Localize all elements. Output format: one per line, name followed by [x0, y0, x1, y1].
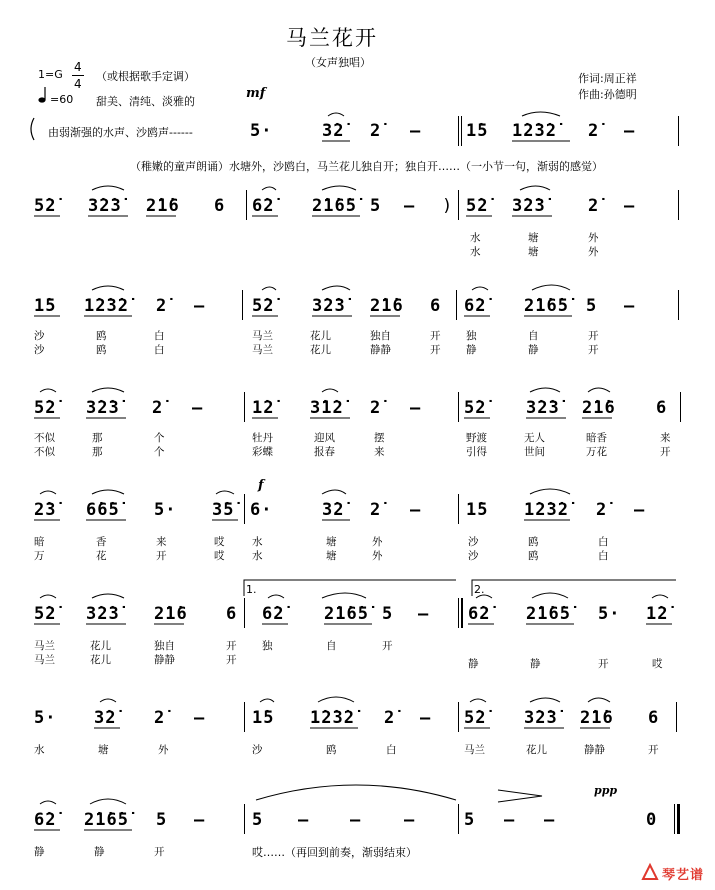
- lyric: 花儿: [310, 330, 331, 342]
- note: 3̇2̇3̇: [312, 296, 346, 316]
- lyric: 花儿: [310, 344, 331, 356]
- note: 5: [370, 196, 382, 216]
- note: 2̇1̇6: [580, 708, 614, 728]
- lyric: 来: [156, 536, 167, 548]
- slur: [92, 112, 560, 190]
- note: 2̇1̇6̇5̇: [312, 196, 357, 216]
- note: 5̇2̇: [464, 708, 487, 728]
- lyric: 彩蝶: [252, 446, 273, 458]
- note: 6̇2̇: [252, 196, 275, 216]
- lyric: 那: [92, 432, 103, 444]
- lyric: 香: [96, 536, 107, 548]
- note: 5·: [598, 604, 621, 624]
- lyric: 来: [374, 446, 385, 458]
- lyric: 外: [588, 246, 599, 258]
- lyric: 塘: [326, 550, 337, 562]
- note: 1̇2̇: [252, 398, 275, 418]
- lyric: 外: [372, 550, 383, 562]
- lyric: 那: [92, 446, 103, 458]
- lyric: 鸥: [326, 744, 337, 756]
- time-signature-top: 4: [74, 60, 82, 74]
- dynamic-mf: mf: [246, 86, 266, 101]
- note: 2̇: [588, 121, 600, 141]
- lyric: 哎: [652, 658, 663, 670]
- lyric: 开: [430, 330, 441, 342]
- lyric: 个: [154, 446, 165, 458]
- lyric: 静: [94, 846, 105, 858]
- lyric: 万: [34, 550, 45, 562]
- subtitle: （女声独唱）: [305, 56, 371, 69]
- slur: [40, 593, 668, 598]
- mood: 甜美、清纯、淡雅的: [96, 95, 195, 108]
- note: 6: [648, 708, 660, 728]
- note: –: [410, 121, 422, 141]
- lyric: 静静: [154, 654, 175, 666]
- note: 2̇: [370, 500, 382, 520]
- note: –: [404, 810, 416, 830]
- note: –: [298, 810, 310, 830]
- lyric: 开: [660, 446, 671, 458]
- lyric: 独: [262, 640, 273, 652]
- note: 1̇2̇3̇2̇: [84, 296, 129, 316]
- note: 2̇1̇6: [154, 604, 188, 624]
- lyric: 独自: [154, 640, 175, 652]
- lyric: 塘: [528, 232, 539, 244]
- lyric: 开: [598, 658, 609, 670]
- lyric: 开: [588, 330, 599, 342]
- note: 5̇2̇: [34, 196, 57, 216]
- lyric: 引得: [466, 446, 487, 458]
- note: 5̇2̇: [34, 604, 57, 624]
- lyric: 鸥: [96, 330, 107, 342]
- lyric: 鸥: [528, 536, 539, 548]
- lyric: 白: [598, 536, 609, 548]
- lyric: 开: [154, 846, 165, 858]
- lyric: 静: [528, 344, 539, 356]
- lyric: 开: [226, 654, 237, 666]
- lyric: 塘: [528, 246, 539, 258]
- lyric: 白: [386, 744, 397, 756]
- lyric: 马兰: [464, 744, 485, 756]
- note: –: [194, 708, 206, 728]
- lyric: 迎风: [314, 432, 335, 444]
- note: 5̇2̇: [466, 196, 489, 216]
- note: 3̇2̇3̇: [524, 708, 558, 728]
- note: 6·: [250, 500, 273, 520]
- note: 5: [464, 810, 476, 830]
- lyric: 外: [372, 536, 383, 548]
- note: 5·: [250, 121, 273, 141]
- lyric: 独自: [370, 330, 391, 342]
- note: –: [404, 196, 416, 216]
- narration: （稚嫩的童声朗诵）水塘外，沙鸥白，马兰花儿独自开；独自开……（一小节一句，渐弱的感觉）: [130, 160, 603, 173]
- note: 6: [214, 196, 226, 216]
- note: 3̇2̇3̇: [526, 398, 560, 418]
- lyric: 沙: [468, 550, 479, 562]
- note: 0: [646, 810, 658, 830]
- lyric: 不似: [34, 446, 55, 458]
- lyric: 沙: [468, 536, 479, 548]
- note: 5·: [34, 708, 57, 728]
- note: 2̇1̇6̇5̇: [524, 296, 569, 316]
- lyric: 摆: [374, 432, 385, 444]
- lyric: 鸥: [96, 344, 107, 356]
- note: 2̇1̇6: [370, 296, 404, 316]
- lyric: 自: [326, 640, 337, 652]
- note: 5: [586, 296, 598, 316]
- note: 2̇1̇6̇5̇: [526, 604, 571, 624]
- slur: [100, 697, 610, 702]
- note: 5·: [154, 500, 177, 520]
- lyric: 静静: [370, 344, 391, 356]
- lyric: 静: [34, 846, 45, 858]
- note: 2̇: [370, 121, 382, 141]
- note: –: [194, 296, 206, 316]
- note: 2̇: [370, 398, 382, 418]
- note: 1̇5: [466, 121, 489, 141]
- note: 1̇5: [466, 500, 489, 520]
- note: 1̇5: [252, 708, 275, 728]
- lyric: 白: [154, 344, 165, 356]
- lyric: 花儿: [526, 744, 547, 756]
- slur: [92, 285, 570, 290]
- note: –: [504, 810, 516, 830]
- note: –: [410, 500, 422, 520]
- lyric: 水: [470, 246, 481, 258]
- logo-text: 琴艺谱: [662, 868, 705, 883]
- note: 1̇5: [34, 296, 57, 316]
- lyric: 水: [252, 550, 263, 562]
- lyric: 沙: [34, 344, 45, 356]
- dynamic-f: f: [258, 478, 264, 493]
- note: ): [442, 196, 454, 216]
- lyric: 万花: [586, 446, 607, 458]
- lyric: 沙: [34, 330, 45, 342]
- lyric: 暗香: [586, 432, 607, 444]
- lyric: 马兰: [252, 344, 273, 356]
- note: –: [350, 810, 362, 830]
- note: –: [634, 500, 646, 520]
- note: 6̇2̇: [468, 604, 491, 624]
- note: 1̇2̇3̇2̇: [512, 121, 557, 141]
- lyric: 独: [466, 330, 477, 342]
- note: 3̇5̇: [212, 500, 235, 520]
- lyric: 无人: [524, 432, 545, 444]
- note: –: [544, 810, 556, 830]
- note: 5: [156, 810, 168, 830]
- note: 3̇2̇3̇: [88, 196, 122, 216]
- note: 2̇: [156, 296, 168, 316]
- lyric: 外: [158, 744, 169, 756]
- lyric: 报春: [314, 446, 335, 458]
- lyric: 马兰: [34, 640, 55, 652]
- lyric: 花儿: [90, 654, 111, 666]
- lyric: 塘: [326, 536, 337, 548]
- note: 2̇1̇6: [146, 196, 180, 216]
- lyric: 野渡: [466, 432, 487, 444]
- lyric: 白: [598, 550, 609, 562]
- lyric: 花: [96, 550, 107, 562]
- lyric: 塘: [98, 744, 109, 756]
- lyric: 开: [648, 744, 659, 756]
- lyricist: 作词:周正祥: [578, 72, 637, 85]
- note: 3̇1̇2̇: [310, 398, 344, 418]
- note: 2̇: [152, 398, 164, 418]
- slur: [40, 489, 570, 494]
- note: 2̇: [154, 708, 166, 728]
- lyric: 世间: [524, 446, 545, 458]
- note: 2̇1̇6: [582, 398, 616, 418]
- note: 5̇2̇: [252, 296, 275, 316]
- volta-bracket: [472, 580, 676, 596]
- note: 6̇2̇: [464, 296, 487, 316]
- slur: [40, 785, 456, 804]
- note: 2̇3̇: [34, 500, 57, 520]
- lyric: 不似: [34, 432, 55, 444]
- volta-1-label: 1.: [246, 583, 257, 596]
- lyric: 水: [470, 232, 481, 244]
- time-signature-bottom: 4: [74, 77, 82, 91]
- note: 6: [226, 604, 238, 624]
- note: 6: [656, 398, 668, 418]
- note: 3̇2̇3̇: [86, 604, 120, 624]
- lyric: 来: [660, 432, 671, 444]
- beam: [34, 141, 570, 216]
- note: 2̇1̇6̇5̇: [324, 604, 369, 624]
- note: –: [192, 398, 204, 418]
- key-note: （或根据歌手定调）: [96, 70, 195, 83]
- note: 3̇2̇3̇: [86, 398, 120, 418]
- note: 6̇2̇: [34, 810, 57, 830]
- lyric: 开: [156, 550, 167, 562]
- note: 6̇6̇5̇: [86, 500, 120, 520]
- note: –: [624, 196, 636, 216]
- volta-2-label: 2.: [474, 583, 485, 596]
- lyric: 哎: [214, 536, 225, 548]
- lyric: 个: [154, 432, 165, 444]
- lyric: 牡丹: [252, 432, 273, 444]
- lyric: 白: [154, 330, 165, 342]
- note: 3̇2̇: [322, 121, 345, 141]
- note: 1̇2̇3̇2̇: [310, 708, 355, 728]
- lyric: 开: [430, 344, 441, 356]
- lyric: 马兰: [252, 330, 273, 342]
- note: 3̇2̇3̇: [512, 196, 546, 216]
- lyric: 开: [588, 344, 599, 356]
- intro-text: 由弱渐强的水声、沙鸥声------: [48, 126, 193, 139]
- note: 6̇2̇: [262, 604, 285, 624]
- note: 5̇2̇: [464, 398, 487, 418]
- lyric: 水: [34, 744, 45, 756]
- lyric: 静: [468, 658, 479, 670]
- note: –: [624, 121, 636, 141]
- note: –: [194, 810, 206, 830]
- lyric: 哎: [214, 550, 225, 562]
- lyric: 马兰: [34, 654, 55, 666]
- note: 5: [252, 810, 264, 830]
- note: –: [420, 708, 432, 728]
- logo-icon: [640, 862, 660, 882]
- lyric: 水: [252, 536, 263, 548]
- lyric: 自: [528, 330, 539, 342]
- lyric: 外: [588, 232, 599, 244]
- composer: 作曲:孙德明: [578, 88, 637, 101]
- note: –: [624, 296, 636, 316]
- ending-note: 哎……（再回到前奏，渐弱结束）: [252, 846, 417, 859]
- key-signature: 1=G: [38, 68, 63, 81]
- lyric: 鸥: [528, 550, 539, 562]
- lyric: 静: [530, 658, 541, 670]
- note: 2̇: [596, 500, 608, 520]
- note: 6: [430, 296, 442, 316]
- page-title: 马兰花开: [286, 26, 378, 50]
- note: 2̇: [384, 708, 396, 728]
- slur: [40, 388, 610, 392]
- lyric: 开: [382, 640, 393, 652]
- note: 3̇2̇: [322, 500, 345, 520]
- lyric: 开: [226, 640, 237, 652]
- note: 2̇1̇6̇5̇: [84, 810, 129, 830]
- lyric: 花儿: [90, 640, 111, 652]
- note: –: [418, 604, 430, 624]
- lyric: 暗: [34, 536, 45, 548]
- note: 1̇2̇3̇2̇: [524, 500, 569, 520]
- note: 5̇2̇: [34, 398, 57, 418]
- note: 5: [382, 604, 394, 624]
- tempo: =60: [50, 93, 74, 106]
- lyric: 静: [466, 344, 477, 356]
- lyric: 沙: [252, 744, 263, 756]
- note: 3̇2̇: [94, 708, 117, 728]
- note: –: [410, 398, 422, 418]
- note: 2̇: [588, 196, 600, 216]
- note: 1̇2̇: [646, 604, 669, 624]
- hairpin-icon: [498, 790, 542, 802]
- dynamic-ppp: ppp: [594, 784, 618, 797]
- lyric: 静静: [584, 744, 605, 756]
